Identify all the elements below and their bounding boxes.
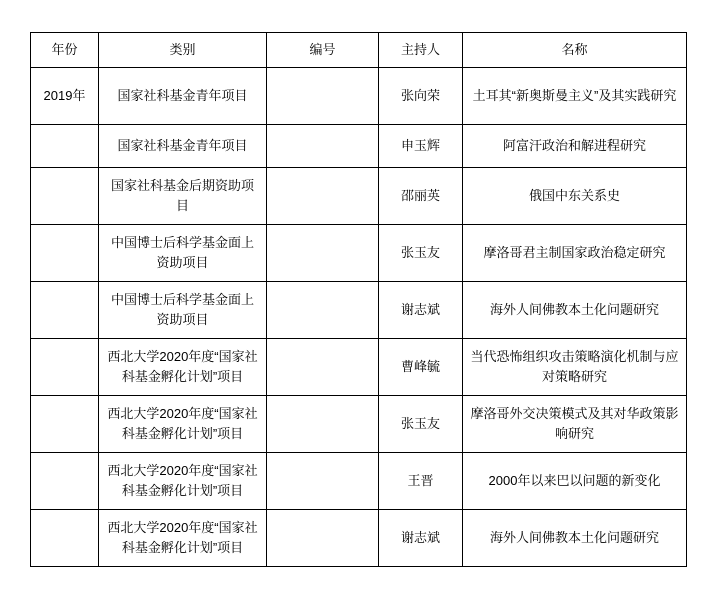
cell-number bbox=[267, 225, 379, 282]
cell-year bbox=[31, 125, 99, 168]
cell-number bbox=[267, 339, 379, 396]
cell-leader: 张向荣 bbox=[379, 68, 463, 125]
cell-number bbox=[267, 453, 379, 510]
cell-category: 西北大学2020年度“国家社科基金孵化计划”项目 bbox=[99, 396, 267, 453]
cell-category: 西北大学2020年度“国家社科基金孵化计划”项目 bbox=[99, 510, 267, 567]
column-header-leader: 主持人 bbox=[379, 33, 463, 68]
cell-leader: 申玉辉 bbox=[379, 125, 463, 168]
cell-category: 中国博士后科学基金面上资助项目 bbox=[99, 225, 267, 282]
cell-year bbox=[31, 453, 99, 510]
cell-year bbox=[31, 282, 99, 339]
cell-year bbox=[31, 168, 99, 225]
column-header-number: 编号 bbox=[267, 33, 379, 68]
cell-name: 俄国中东关系史 bbox=[463, 168, 687, 225]
column-header-name: 名称 bbox=[463, 33, 687, 68]
cell-leader: 王晋 bbox=[379, 453, 463, 510]
table-header-row bbox=[31, 33, 687, 68]
cell-category: 国家社科基金后期资助项目 bbox=[99, 168, 267, 225]
cell-name: 海外人间佛教本土化问题研究 bbox=[463, 510, 687, 567]
cell-name: 摩洛哥君主制国家政治稳定研究 bbox=[463, 225, 687, 282]
table-row bbox=[31, 339, 687, 396]
cell-year bbox=[31, 339, 99, 396]
cell-category: 西北大学2020年度“国家社科基金孵化计划”项目 bbox=[99, 339, 267, 396]
cell-leader: 谢志斌 bbox=[379, 282, 463, 339]
column-header-category: 类别 bbox=[99, 33, 267, 68]
cell-number bbox=[267, 396, 379, 453]
table-row bbox=[31, 396, 687, 453]
cell-year bbox=[31, 396, 99, 453]
cell-category: 西北大学2020年度“国家社科基金孵化计划”项目 bbox=[99, 453, 267, 510]
cell-number bbox=[267, 282, 379, 339]
cell-name: 海外人间佛教本土化问题研究 bbox=[463, 282, 687, 339]
cell-leader: 张玉友 bbox=[379, 396, 463, 453]
table-row bbox=[31, 453, 687, 510]
cell-name: 摩洛哥外交决策模式及其对华政策影响研究 bbox=[463, 396, 687, 453]
table-row bbox=[31, 125, 687, 168]
cell-leader: 曹峰毓 bbox=[379, 339, 463, 396]
cell-leader: 邵丽英 bbox=[379, 168, 463, 225]
cell-category: 国家社科基金青年项目 bbox=[99, 125, 267, 168]
cell-name: 当代恐怖组织攻击策略演化机制与应对策略研究 bbox=[463, 339, 687, 396]
cell-category: 中国博士后科学基金面上资助项目 bbox=[99, 282, 267, 339]
cell-leader: 张玉友 bbox=[379, 225, 463, 282]
cell-number bbox=[267, 68, 379, 125]
cell-number bbox=[267, 125, 379, 168]
research-projects-table bbox=[30, 32, 687, 567]
cell-name: 阿富汗政治和解进程研究 bbox=[463, 125, 687, 168]
cell-name: 土耳其“新奥斯曼主义”及其实践研究 bbox=[463, 68, 687, 125]
cell-number bbox=[267, 168, 379, 225]
cell-category: 国家社科基金青年项目 bbox=[99, 68, 267, 125]
cell-year: 2019年 bbox=[31, 68, 99, 125]
cell-name: 2000年以来巴以问题的新变化 bbox=[463, 453, 687, 510]
table-row bbox=[31, 68, 687, 125]
cell-year bbox=[31, 510, 99, 567]
table-row bbox=[31, 282, 687, 339]
cell-number bbox=[267, 510, 379, 567]
table-row bbox=[31, 225, 687, 282]
table-header bbox=[31, 33, 687, 68]
cell-year bbox=[31, 225, 99, 282]
cell-leader: 谢志斌 bbox=[379, 510, 463, 567]
table-row bbox=[31, 510, 687, 567]
table-body bbox=[31, 68, 687, 567]
column-header-year: 年份 bbox=[31, 33, 99, 68]
table-row bbox=[31, 168, 687, 225]
